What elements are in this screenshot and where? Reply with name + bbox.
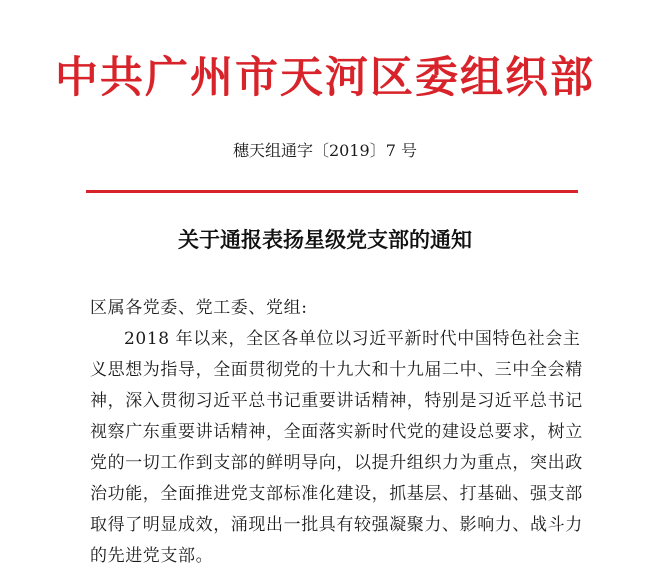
salutation: 区属各党委、党工委、党组: <box>90 298 308 318</box>
notice-title: 关于通报表扬星级党支部的通知 <box>178 227 472 252</box>
document-number: 穗天组通字〔2019〕7 号 <box>233 141 417 160</box>
body-line: 取得了明显成效，涌现出一批具有较强凝聚力、影响力、战斗力 <box>90 515 583 535</box>
body-line: 2018 年以来，全区各单位以习近平新时代中国特色社会主 <box>124 329 581 349</box>
body-line: 的先进党支部。 <box>90 546 214 566</box>
red-divider-line <box>86 190 578 193</box>
document-body <box>90 293 590 572</box>
body-line: 视察广东重要讲话精神，全面落实新时代党的建设总要求，树立 <box>90 422 583 442</box>
body-line: 神，深入贯彻习近平总书记重要讲话精神，特别是习近平总书记 <box>90 391 583 411</box>
body-line: 义思想为指导，全面贯彻党的十九大和十九届二中、三中全会精 <box>90 360 583 380</box>
body-line: 治功能，全面推进党支部标准化建设，抓基层、打基础、强支部 <box>90 484 583 504</box>
organization-header: 中共广州市天河区委组织部 <box>55 53 595 103</box>
body-line: 党的一切工作到支部的鲜明导向，以提升组织力为重点，突出政 <box>90 453 583 473</box>
